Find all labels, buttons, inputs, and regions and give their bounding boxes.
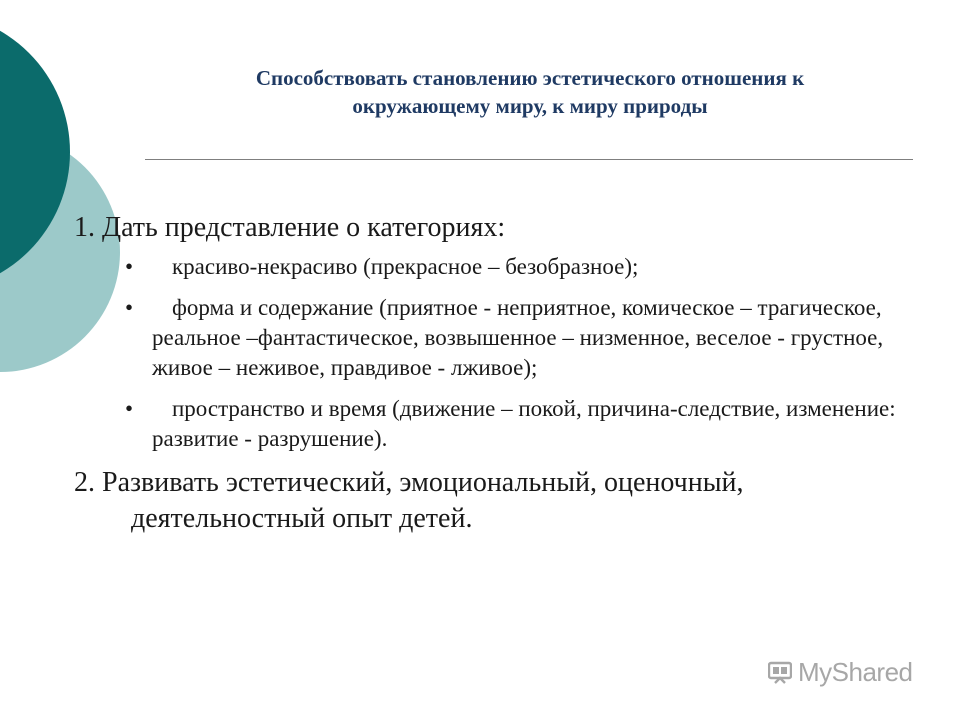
- watermark-text: MyShared: [798, 657, 913, 687]
- bullet-item: [74, 394, 912, 454]
- bullet-item: [74, 252, 912, 282]
- bullet-dot: •: [125, 396, 134, 421]
- bullet-text: пространство и время (движение – покой, причина-следствие, изменение: развитие - разрушение).: [152, 396, 896, 451]
- myshared-logo: [768, 657, 913, 688]
- point-1-heading: 1. Дать представление о категориях:: [74, 212, 506, 243]
- slide-title-line-1: Способствовать становлению эстетического отношения к: [255, 66, 805, 90]
- bullet-text: красиво-некрасиво (прекрасное – безобразное);: [172, 254, 639, 279]
- slide-title: [160, 64, 900, 120]
- point-2-heading: 2. Развивать эстетический, эмоциональный, оценочный, деятельностный опыт детей.: [74, 467, 744, 534]
- bullet-dot: •: [125, 295, 134, 320]
- bullet-text: форма и содержание (приятное - неприятное, комическое – трагическое, реальное –фантастическое, возвышенное – низменное, веселое - грустное, живое – неживое, правдивое - лживое);: [152, 295, 884, 380]
- title-divider: [145, 159, 913, 160]
- slide-title-line-2: окружающему миру, к миру природы: [352, 94, 708, 118]
- presentation-board-icon: [768, 661, 792, 685]
- bullet-dot: •: [125, 254, 134, 279]
- bullet-item: [74, 293, 912, 383]
- slide-body: [74, 210, 934, 537]
